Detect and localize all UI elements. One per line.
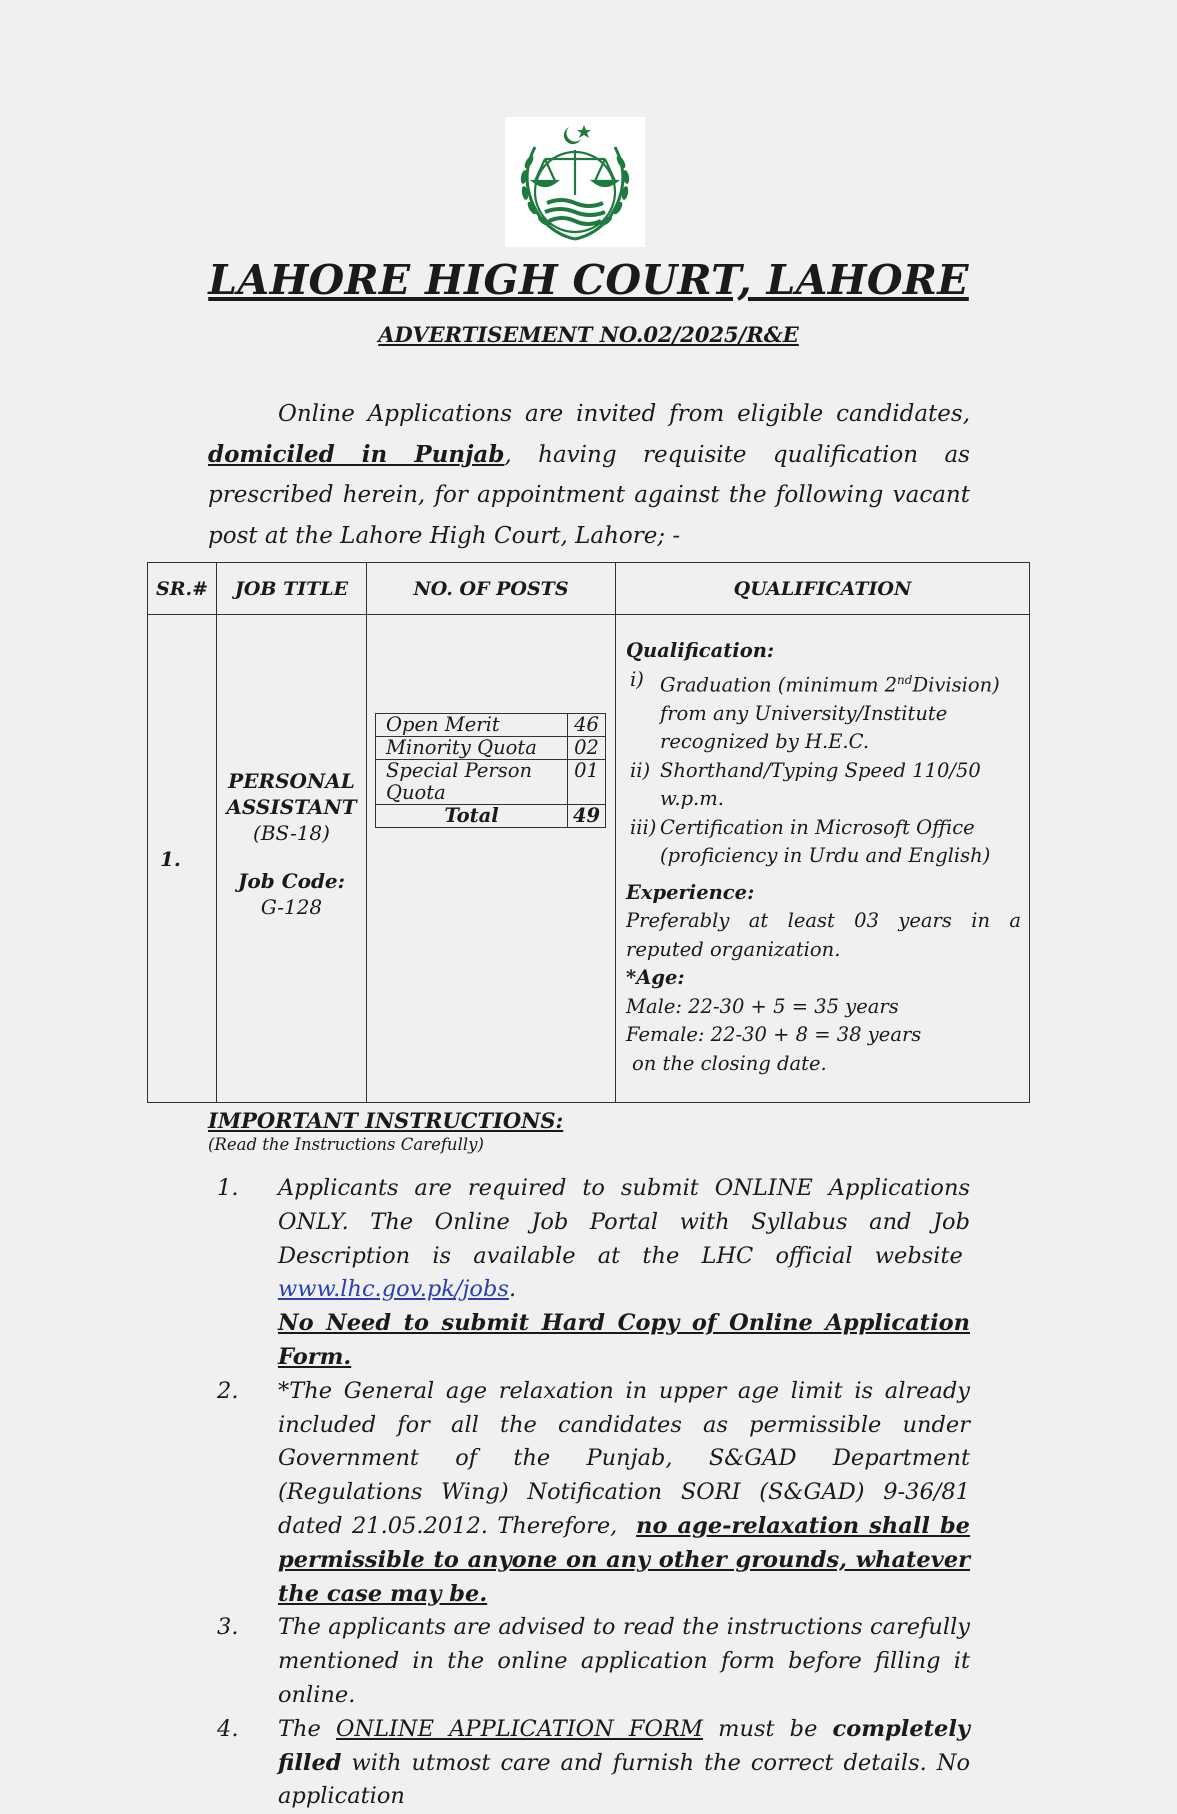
posts-label: Open Merit <box>376 714 568 737</box>
table-row <box>148 615 1030 1103</box>
age-note: on the closing date. <box>632 1051 827 1075</box>
experience-heading: Experience: <box>626 880 755 904</box>
job-title-line1: PERSONAL <box>228 768 355 793</box>
posts-row <box>376 760 606 805</box>
posts-cell <box>367 615 616 1103</box>
qualification-heading: Qualification: <box>626 639 775 662</box>
instruction-text <box>278 1375 970 1612</box>
completely-filled-emphasis: completely filled <box>278 1715 970 1776</box>
experience-text: Preferably at least 03 years in a reputed organization. <box>626 909 1021 961</box>
posts-row <box>376 737 606 760</box>
posts-breakdown-table <box>375 713 606 828</box>
posts-row <box>376 714 606 737</box>
posts-total: 49 <box>568 805 606 828</box>
instruction-1-text: Applicants are required to submit ONLINE Applications ONLY. The Online Job Portal with Syllabus and Job Description is available at the LHC official website <box>278 1175 970 1269</box>
intro-text-1: Online Applications are invited from eligible candidates, <box>278 401 970 427</box>
instruction-4-text-b: must be <box>718 1715 818 1742</box>
qualification-text <box>660 666 1021 757</box>
header-sr: SR.# <box>148 563 217 615</box>
instruction-text: The applicants are advised to read the instructions carefully mentioned in the online application form before filling it online. <box>278 1614 970 1708</box>
qualification-cell <box>616 615 1030 1103</box>
instruction-number: 1. <box>217 1175 239 1201</box>
posts-total-label: Total <box>376 805 568 828</box>
qualification-text-a: Graduation (minimum 2 <box>660 673 898 696</box>
roman-numeral: ii) <box>630 758 651 782</box>
age-heading: *Age: <box>626 966 685 989</box>
instruction-4-text-a: The <box>278 1715 321 1742</box>
list-item <box>208 1611 970 1712</box>
vacancy-table <box>147 562 1030 1103</box>
age-male: Male: 22-30 + 5 = 35 years <box>626 994 899 1018</box>
list-item <box>208 1172 970 1375</box>
posts-label: Special Person Quota <box>376 760 568 805</box>
header-job-title: JOB TITLE <box>217 563 367 615</box>
posts-count: 46 <box>568 714 606 737</box>
list-item <box>626 757 1021 814</box>
roman-numeral: iii) <box>630 815 657 839</box>
qualification-list <box>626 666 1021 871</box>
instructions-heading: IMPORTANT INSTRUCTIONS: <box>208 1108 564 1133</box>
qualification-text: Certification in Microsoft Office (proficiency in Urdu and English) <box>660 815 991 867</box>
instructions-subheading: (Read the Instructions Carefully) <box>208 1135 484 1154</box>
posts-count: 02 <box>568 737 606 760</box>
instruction-1-period: . <box>508 1276 517 1303</box>
job-code: G-128 <box>260 894 323 919</box>
qualification-text: Shorthand/Typing Speed 110/50 w.p.m. <box>660 758 981 810</box>
instruction-number: 4. <box>217 1715 239 1742</box>
ordinal-suffix: nd <box>897 672 913 687</box>
instruction-4-text-c: with utmost care and furnish the correct details. No application <box>278 1749 970 1810</box>
pay-scale: (BS-18) <box>253 820 330 845</box>
domicile-requirement: domiciled in Punjab <box>208 440 505 468</box>
table-header-row <box>148 563 1030 615</box>
list-item <box>626 666 1021 757</box>
advertisement-number: ADVERTISEMENT NO.02/2025/R&E <box>378 322 799 347</box>
posts-total-row <box>376 805 606 828</box>
intro-paragraph <box>208 394 970 556</box>
posts-label: Minority Quota <box>376 737 568 760</box>
header-qualification: QUALIFICATION <box>616 563 1030 615</box>
instructions-list <box>208 1172 970 1814</box>
instruction-text <box>278 1713 970 1814</box>
online-form-reference: ONLINE APPLICATION FORM <box>335 1715 703 1742</box>
job-title-cell <box>217 615 367 1103</box>
court-emblem <box>505 117 645 247</box>
job-code-label: Job Code: <box>237 868 346 893</box>
list-item <box>208 1375 970 1612</box>
instruction-number: 3. <box>217 1614 239 1641</box>
posts-count: 01 <box>568 760 606 805</box>
age-female: Female: 22-30 + 8 = 38 years <box>626 1023 922 1046</box>
intro-text-2: , having requisite qualification as prescribed herein, for appointment against the following vacant post at the Lahore High Court, Lahore; - <box>208 441 970 549</box>
job-title-line2: ASSISTANT <box>226 794 357 819</box>
list-item <box>626 814 1021 871</box>
instruction-2-text: *The General age relaxation in upper age limit is already included for all the candidates as permissible under Government of the Punjab, S&GAD Department (Regulations Wing) Notification SORI (S&GAD) 9-36/81 dated 21.05.2012. Therefore, <box>278 1377 970 1539</box>
scales-emblem-icon <box>505 117 645 247</box>
header-no-of-posts: NO. OF POSTS <box>367 563 616 615</box>
instruction-number: 2. <box>217 1377 239 1404</box>
no-hard-copy-notice: No Need to submit Hard Copy of Online Application Form. <box>278 1310 970 1370</box>
instruction-text <box>278 1172 970 1375</box>
serial-number: 1. <box>148 615 217 1103</box>
jobs-portal-link[interactable]: www.lhc.gov.pk/jobs <box>278 1276 509 1303</box>
list-item <box>208 1713 970 1814</box>
roman-numeral: i) <box>630 667 644 691</box>
qualification-text-b: Division) from any University/Institute recognized by H.E.C. <box>660 673 1000 753</box>
age-relaxation-notice: no age-relaxation shall be permissible to anyone on any other grounds, whatever the case may be. <box>278 1512 970 1607</box>
page-title: LAHORE HIGH COURT, LAHORE <box>208 256 969 304</box>
